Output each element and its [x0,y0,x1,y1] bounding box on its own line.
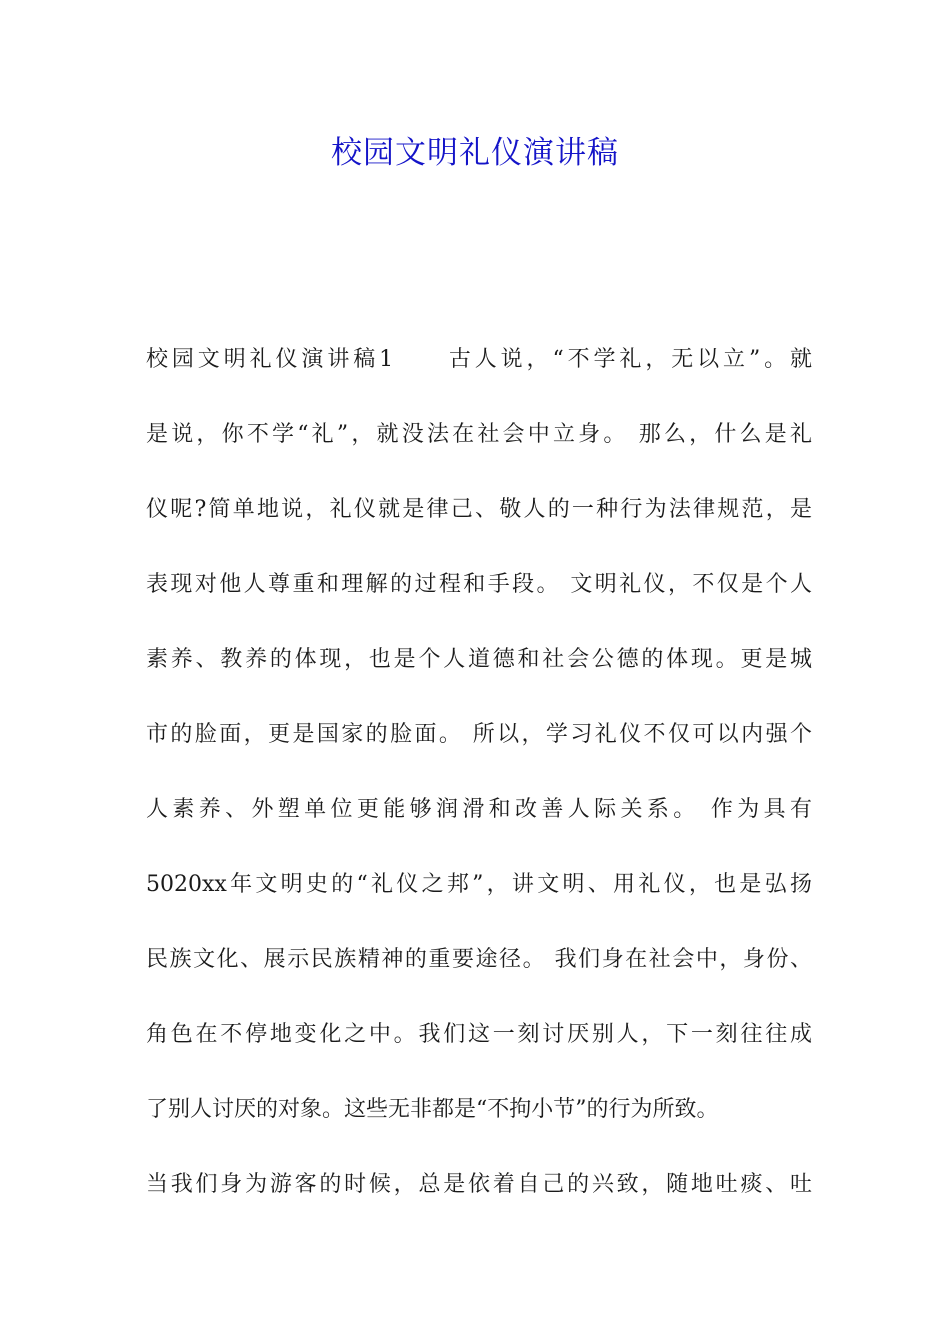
body-line-8: 5020xx年文明史的“礼仪之邦”，讲文明、用礼仪，也是弘扬 [146,872,812,897]
body-line-12: 当我们身为游客的时候，总是依着自己的兴致，随地吐痰、吐 [146,1172,812,1197]
document-body [146,334,812,1234]
body-line-9: 民族文化、展示民族精神的重要途径。 我们身在社会中，身份、 [146,947,812,972]
body-line-2: 是说，你不学“礼”，就没法在社会中立身。 那么，什么是礼 [146,422,812,447]
body-line-6: 市的脸面，更是国家的脸面。 所以，学习礼仪不仅可以内强个 [146,722,812,747]
body-line-3: 仪呢?简单地说，礼仪就是律己、敬人的一种行为法律规范，是 [146,497,812,522]
body-line-1: 校园文明礼仪演讲稿1 古人说，“不学礼，无以立”。就 [146,347,812,372]
body-line-5: 素养、教养的体现，也是个人道德和社会公德的体现。更是城 [146,647,812,672]
body-line-7: 人素养、外塑单位更能够润滑和改善人际关系。 作为具有 [146,797,812,822]
document-title: 校园文明礼仪演讲稿 [331,135,619,171]
body-line-11: 了别人讨厌的对象。这些无非都是“不拘小节”的行为所致。 [146,1097,719,1122]
body-line-4: 表现对他人尊重和理解的过程和手段。 文明礼仪，不仅是个人 [146,572,812,597]
body-line-10: 角色在不停地变化之中。我们这一刻讨厌别人，下一刻往往成 [146,1022,812,1047]
